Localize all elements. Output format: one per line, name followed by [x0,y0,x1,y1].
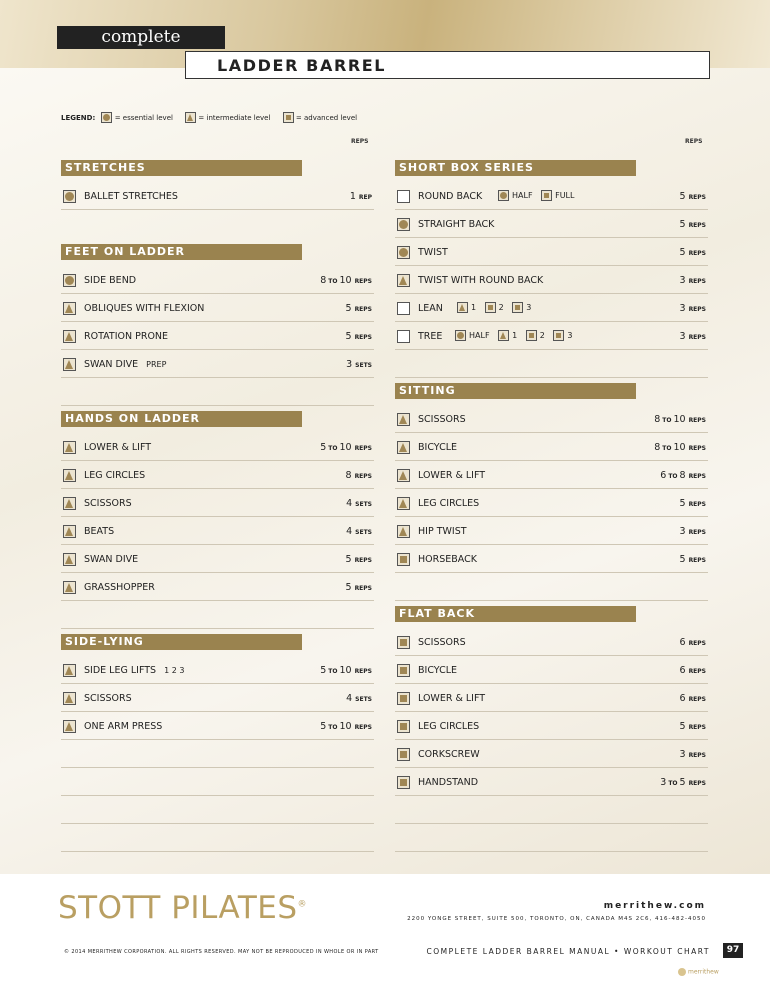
row-empty [395,573,708,601]
checkbox-icon [397,330,410,343]
row-grasshopper: GRASSHOPPER 5 REPS [61,573,374,601]
row-lower-lift-sitting: LOWER & LIFT 6 TO 8 REPS [395,461,708,489]
triangle-icon [397,497,410,510]
section-stretches: STRETCHES [61,160,302,176]
row-scissors-flat: SCISSORS 6 REPS [395,628,708,656]
triangle-icon [397,413,410,426]
complete-tab: complete [57,26,225,49]
square-icon [397,553,410,566]
legend-advanced: = advanced level [283,114,357,122]
legend [61,112,367,123]
website-link[interactable]: merrithew.com [603,901,706,911]
row-horseback: HORSEBACK 5 REPS [395,545,708,573]
row-handstand: HANDSTAND 3 TO 5 REPS [395,768,708,796]
row-straight-back: STRAIGHT BACK 5 REPS [395,210,708,238]
row-empty [395,350,708,378]
square-icon [397,664,410,677]
row-empty [61,824,374,852]
row-obliques-with-flexion: OBLIQUES WITH FLEXION 5 REPS [61,294,374,322]
row-empty [61,796,374,824]
triangle-icon [498,330,509,341]
section-short-box-series: SHORT BOX SERIES [395,160,636,176]
row-empty [61,601,374,629]
section-sitting: SITTING [395,383,636,399]
row-bicycle-sitting: BICYCLE 8 TO 10 REPS [395,433,708,461]
row-round-back: ROUND BACK HALF FULL 5 REPS [395,182,708,210]
checkbox-icon [397,190,410,203]
square-icon [397,692,410,705]
row-leg-circles: LEG CIRCLES 8 REPS [61,461,374,489]
square-icon [397,720,410,733]
row-leg-circles-flat: LEG CIRCLES 5 REPS [395,712,708,740]
triangle-icon [63,664,76,677]
row-empty [395,796,708,824]
triangle-icon [63,358,76,371]
circle-icon [397,218,410,231]
row-hip-twist: HIP TWIST 3 REPS [395,517,708,545]
square-icon [512,302,523,313]
square-icon [553,330,564,341]
circle-icon [455,330,466,341]
triangle-icon [457,302,468,313]
row-scissors-side: SCISSORS 4 SETS [61,684,374,712]
triangle-icon [63,553,76,566]
row-one-arm-press: ONE ARM PRESS 5 TO 10 REPS [61,712,374,740]
row-lower-lift: LOWER & LIFT 5 TO 10 REPS [61,433,374,461]
square-icon [541,190,552,201]
triangle-icon [63,469,76,482]
row-lean: LEAN 1 2 3 3 REPS [395,294,708,322]
circle-icon [498,190,509,201]
section-hands-on-ladder: HANDS ON LADDER [61,411,302,427]
row-scissors: SCISSORS 4 SETS [61,489,374,517]
page-title-box [185,51,710,79]
circle-icon [63,190,76,203]
stott-pilates-logo: STOTT PILATES® [58,890,308,926]
copyright: © 2014 MERRITHEW CORPORATION. ALL RIGHTS RESERVED. MAY NOT BE REPRODUCED IN WHOLE OR IN PART [64,949,379,955]
row-corkscrew: CORKSCREW 3 REPS [395,740,708,768]
row-rotation-prone: ROTATION PRONE 5 REPS [61,322,374,350]
page-number: 97 [723,943,743,958]
triangle-icon [185,112,196,123]
triangle-icon [63,302,76,315]
triangle-icon [397,274,410,287]
square-icon [283,112,294,123]
section-flat-back: FLAT BACK [395,606,636,622]
triangle-icon [63,497,76,510]
row-swan-dive-prep: SWAN DIVE PREP 3 SETS [61,350,374,378]
merrithew-mark-icon [678,968,686,976]
row-empty [395,824,708,852]
legend-essential: = essential level [101,114,172,122]
row-side-leg-lifts: SIDE LEG LIFTS 1 2 3 5 TO 10 REPS [61,656,374,684]
address: 2200 YONGE STREET, SUITE 500, TORONTO, ON, CANADA M4S 2C6, 416-482-4050 [407,916,706,922]
triangle-icon [397,441,410,454]
row-lower-lift-flat: LOWER & LIFT 6 REPS [395,684,708,712]
merrithew-logo: merrithew [678,968,719,976]
section-side-lying: SIDE-LYING [61,634,302,650]
circle-icon [101,112,112,123]
circle-icon [63,274,76,287]
triangle-icon [63,692,76,705]
row-beats: BEATS 4 SETS [61,517,374,545]
triangle-icon [397,525,410,538]
row-empty [61,378,374,406]
square-icon [397,776,410,789]
row-scissors-sitting: SCISSORS 8 TO 10 REPS [395,405,708,433]
checkbox-icon [397,302,410,315]
manual-title: COMPLETE LADDER BARREL MANUAL • WORKOUT CHART [426,947,710,956]
circle-icon [397,246,410,259]
row-empty [61,740,374,768]
triangle-icon [63,720,76,733]
row-side-bend: SIDE BEND 8 TO 10 REPS [61,266,374,294]
row-twist-round-back: TWIST WITH ROUND BACK 3 REPS [395,266,708,294]
triangle-icon [63,441,76,454]
legend-title: LEGEND: [61,113,96,122]
row-twist: TWIST 5 REPS [395,238,708,266]
square-icon [485,302,496,313]
triangle-icon [63,525,76,538]
reps-header-right: REPS [685,138,703,145]
square-icon [526,330,537,341]
row-swan-dive: SWAN DIVE 5 REPS [61,545,374,573]
page-title: LADDER BARREL [217,56,387,75]
triangle-icon [63,330,76,343]
square-icon [397,636,410,649]
row-tree: TREE HALF 1 2 3 3 REPS [395,322,708,350]
section-feet-on-ladder: FEET ON LADDER [61,244,302,260]
row-leg-circles-sitting: LEG CIRCLES 5 REPS [395,489,708,517]
reps-header-left: REPS [351,138,369,145]
row-ballet-stretches: BALLET STRETCHES 1 REP [61,182,374,210]
row-bicycle-flat: BICYCLE 6 REPS [395,656,708,684]
square-icon [397,748,410,761]
row-empty [61,768,374,796]
legend-intermediate: = intermediate level [185,114,270,122]
triangle-icon [63,581,76,594]
triangle-icon [397,469,410,482]
